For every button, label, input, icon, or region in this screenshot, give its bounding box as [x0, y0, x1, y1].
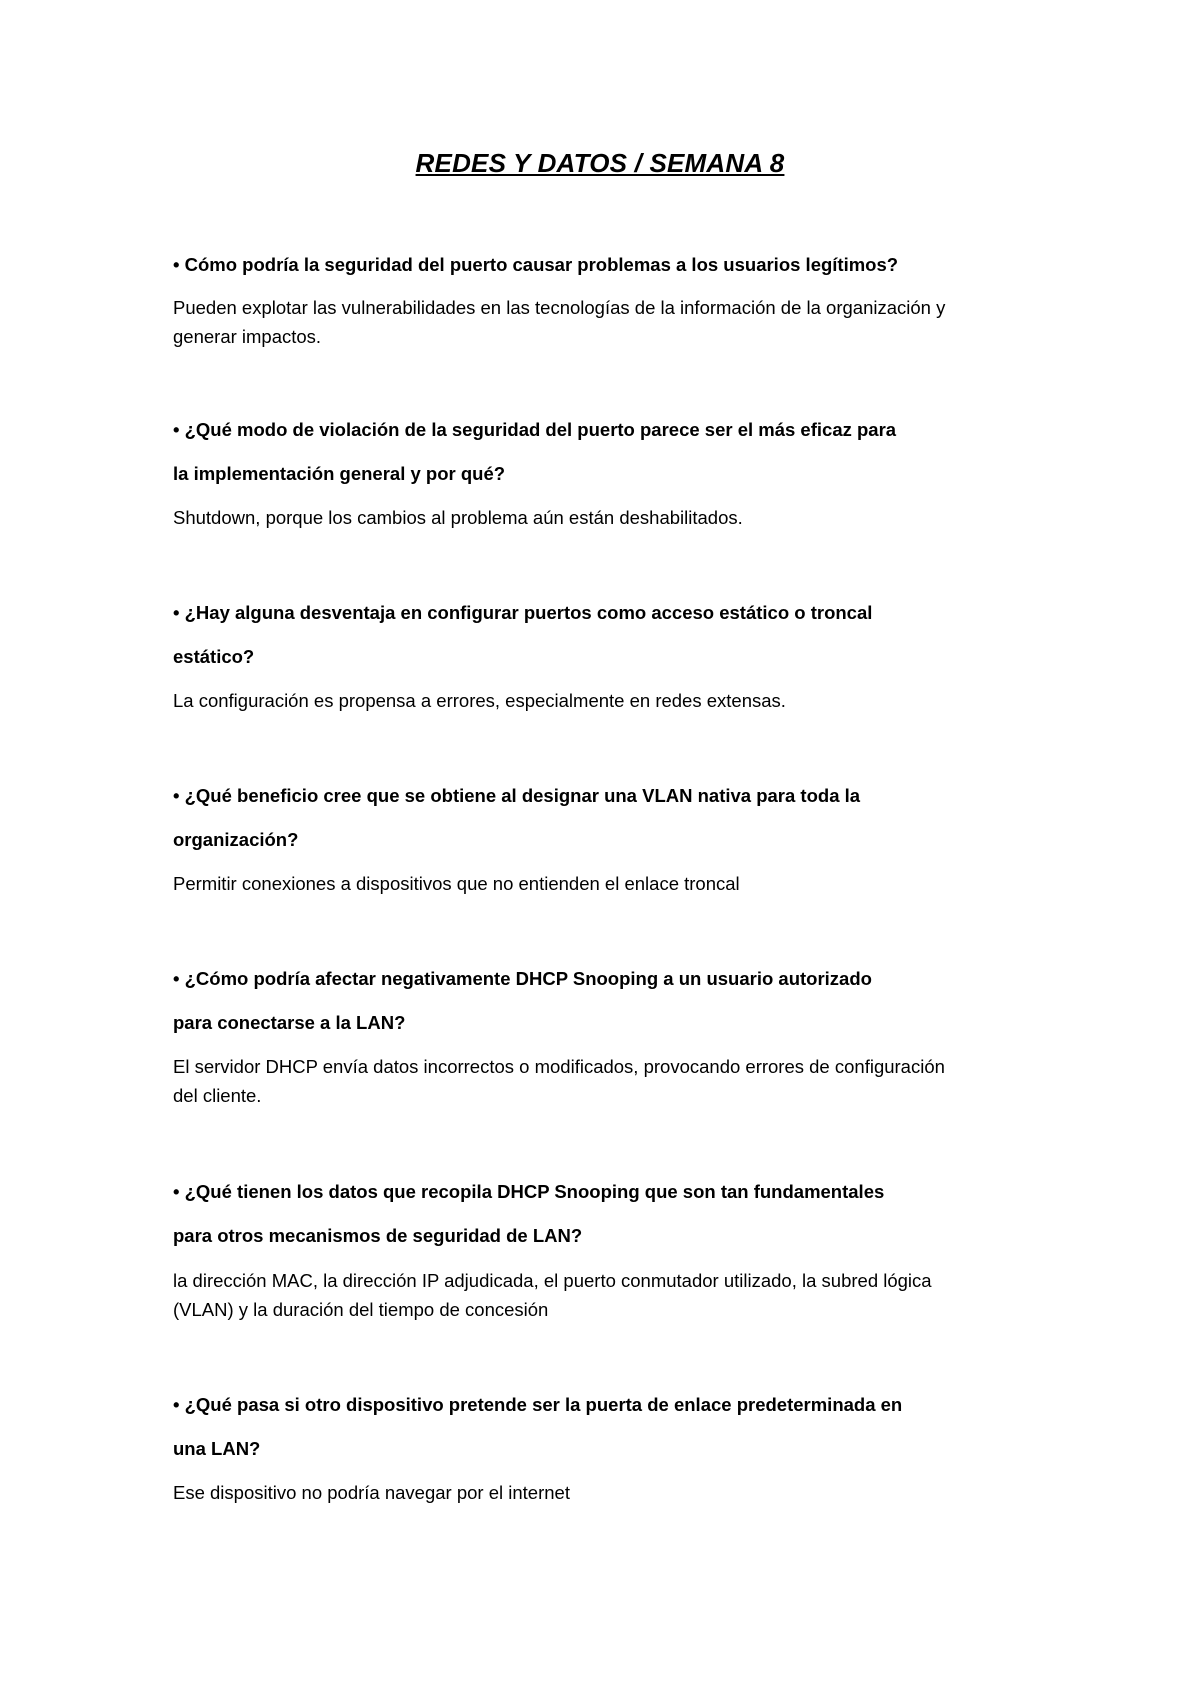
answer-3-line-1: La configuración es propensa a errores, especialmente en redes extensas. — [173, 690, 786, 711]
question-6-line-2: para otros mecanismos de seguridad de LAN? — [173, 1225, 583, 1246]
answer-1-line-1: Pueden explotar las vulnerabilidades en las tecnologías de la información de la organización y — [173, 297, 946, 318]
answer-5-line-1: El servidor DHCP envía datos incorrectos o modificados, provocando errores de configuración — [173, 1056, 945, 1077]
answer-5-line-2: del cliente. — [173, 1085, 262, 1106]
answer-6-line-2: (VLAN) y la duración del tiempo de concesión — [173, 1299, 549, 1320]
document-title: REDES Y DATOS / SEMANA 8 — [415, 148, 785, 178]
answer-2-line-1: Shutdown, porque los cambios al problema aún están deshabilitados. — [173, 507, 743, 528]
answer-1-line-2: generar impactos. — [173, 326, 322, 347]
question-5-line-2: para conectarse a la LAN? — [173, 1012, 406, 1033]
answer-7-line-1: Ese dispositivo no podría navegar por el internet — [173, 1482, 570, 1503]
question-1-line-1: • Cómo podría la seguridad del puerto causar problemas a los usuarios legítimos? — [173, 254, 899, 275]
question-7-line-2: una LAN? — [173, 1438, 261, 1459]
question-3-line-1: • ¿Hay alguna desventaja en configurar puertos como acceso estático o troncal — [173, 602, 873, 623]
question-6-line-1: • ¿Qué tienen los datos que recopila DHCP Snooping que son tan fundamentales — [173, 1181, 885, 1202]
question-3-line-2: estático? — [173, 646, 255, 667]
answer-6-line-1: la dirección MAC, la dirección IP adjudicada, el puerto conmutador utilizado, la subred lógica — [173, 1270, 932, 1291]
question-2-line-2: la implementación general y por qué? — [173, 463, 506, 484]
question-2-line-1: • ¿Qué modo de violación de la seguridad del puerto parece ser el más eficaz para — [173, 419, 897, 440]
question-4-line-2: organización? — [173, 829, 299, 850]
question-7-line-1: • ¿Qué pasa si otro dispositivo pretende ser la puerta de enlace predeterminada en — [173, 1394, 903, 1415]
question-4-line-1: • ¿Qué beneficio cree que se obtiene al designar una VLAN nativa para toda la — [173, 785, 861, 806]
answer-4-line-1: Permitir conexiones a dispositivos que no entienden el enlace troncal — [173, 873, 740, 894]
question-5-line-1: • ¿Cómo podría afectar negativamente DHCP Snooping a un usuario autorizado — [173, 968, 872, 989]
